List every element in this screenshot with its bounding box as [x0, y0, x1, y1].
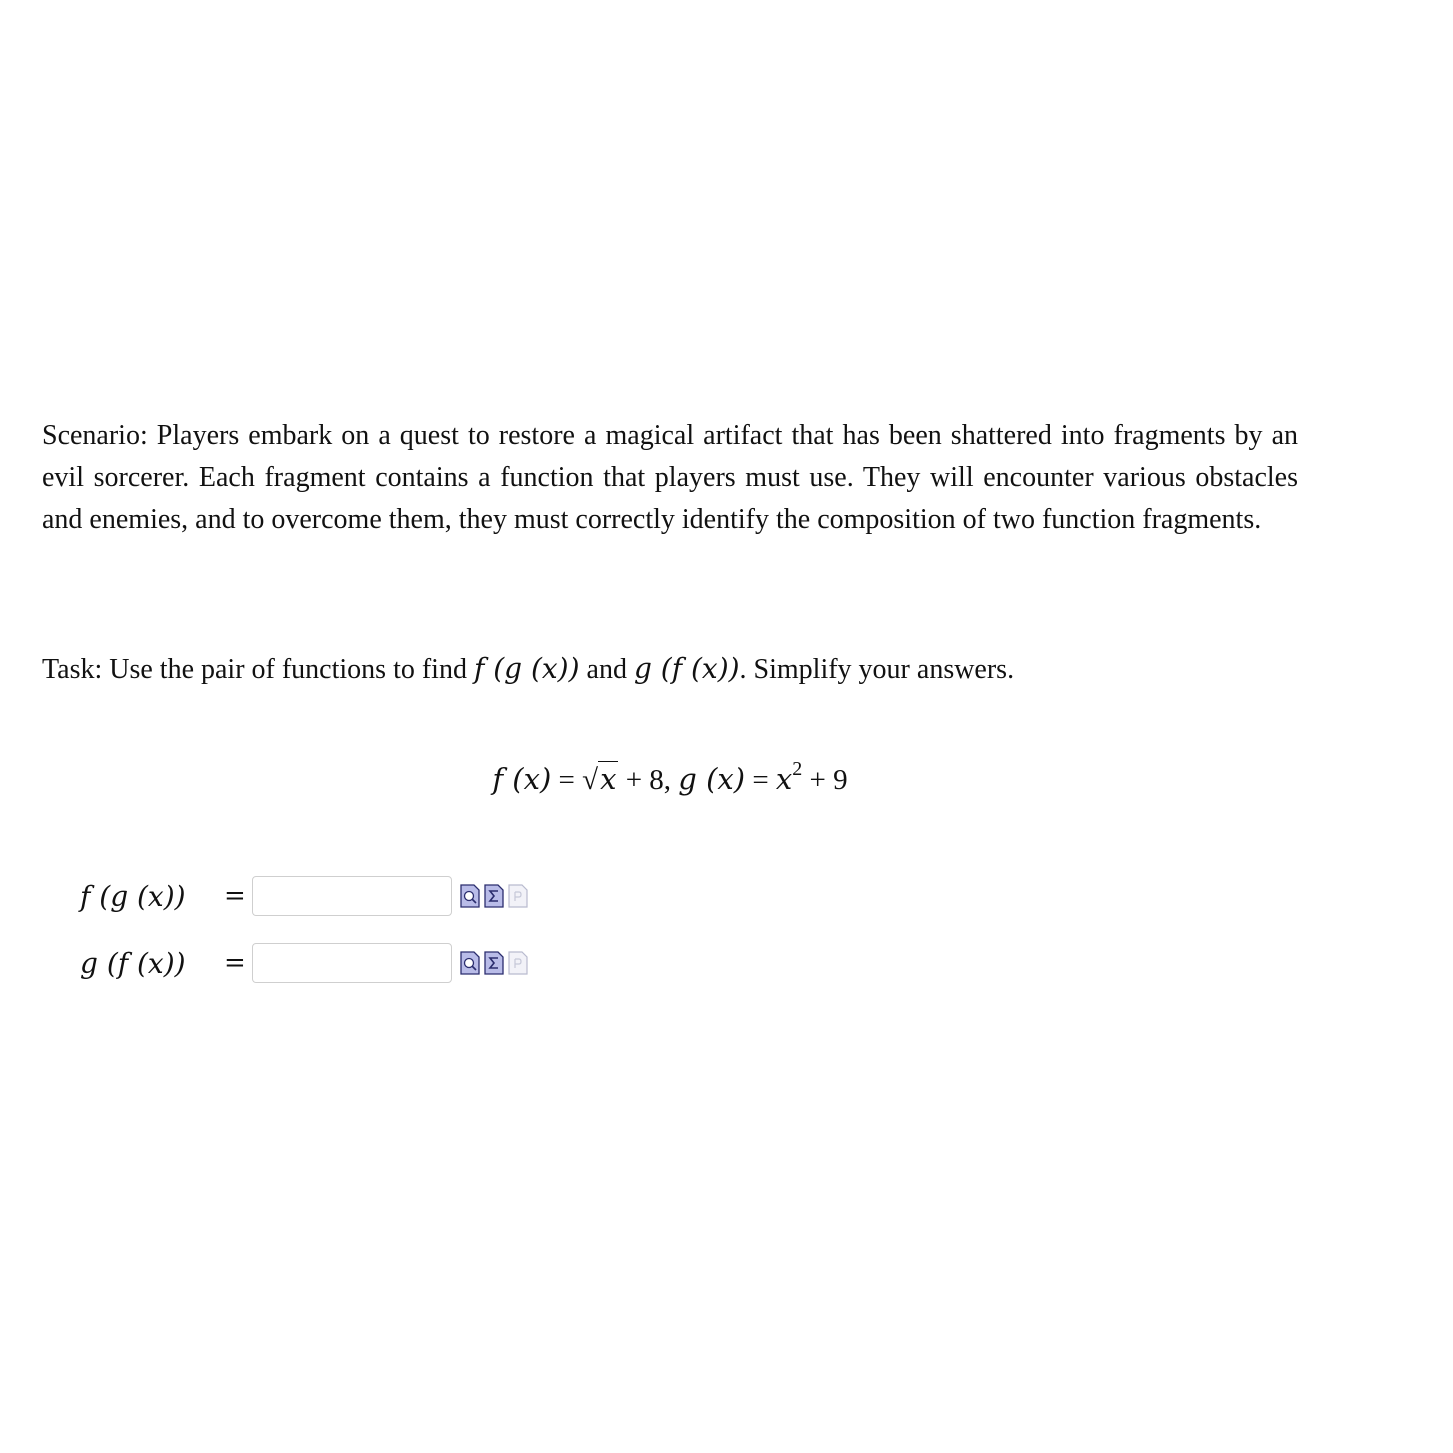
equation-editor-icon[interactable] — [483, 882, 505, 910]
answer-tools-fg — [459, 882, 529, 910]
equation-editor-icon[interactable] — [483, 949, 505, 977]
sqrt-sign: √ — [582, 764, 599, 796]
task-prefix: Task: Use the pair of functions to find — [42, 654, 474, 685]
answer-label-fg: f (g (x)) — [80, 879, 186, 913]
g-base: x — [775, 762, 793, 796]
document-icon[interactable] — [507, 949, 529, 977]
sqrt-argument: x — [600, 762, 617, 796]
answer-row-gf — [80, 940, 529, 986]
equals-sign: = — [551, 764, 583, 796]
document-icon[interactable] — [507, 882, 529, 910]
f-rest: + 8, — [618, 764, 679, 796]
answer-row-fg — [80, 873, 529, 919]
scenario-text: Scenario: Players embark on a quest to restore a magical artifact that has been shattered into fragments by an evil sorcerer. Each fragment contains a function that players must use. They will encounter various obstacles and enemies, and to overcome them, they must correctly identify the composition of two function fragments. — [42, 420, 1298, 535]
answer-input-fg[interactable] — [252, 876, 452, 916]
f-lhs: f (x) — [492, 762, 552, 796]
answer-input-gf[interactable] — [252, 943, 452, 983]
task-expr-fg: f (g (x)) — [473, 652, 580, 685]
answer-label-gf: g (f (x)) — [80, 946, 186, 980]
g-lhs: g (x) — [678, 762, 746, 796]
preview-icon[interactable] — [459, 882, 481, 910]
answer-tools-gf — [459, 949, 529, 977]
task-expr-gf: g (f (x)) — [633, 652, 740, 685]
given-functions — [0, 755, 1340, 804]
answer-equals: = — [224, 881, 246, 911]
answer-equals: = — [224, 948, 246, 978]
sqrt-expression — [582, 755, 618, 804]
task-text — [42, 648, 1342, 691]
g-exponent: 2 — [792, 758, 803, 780]
preview-icon[interactable] — [459, 949, 481, 977]
equals-sign: = — [745, 764, 776, 796]
task-suffix: . Simplify your answers. — [739, 654, 1015, 685]
g-rest: + 9 — [802, 764, 848, 796]
task-middle: and — [579, 654, 634, 685]
